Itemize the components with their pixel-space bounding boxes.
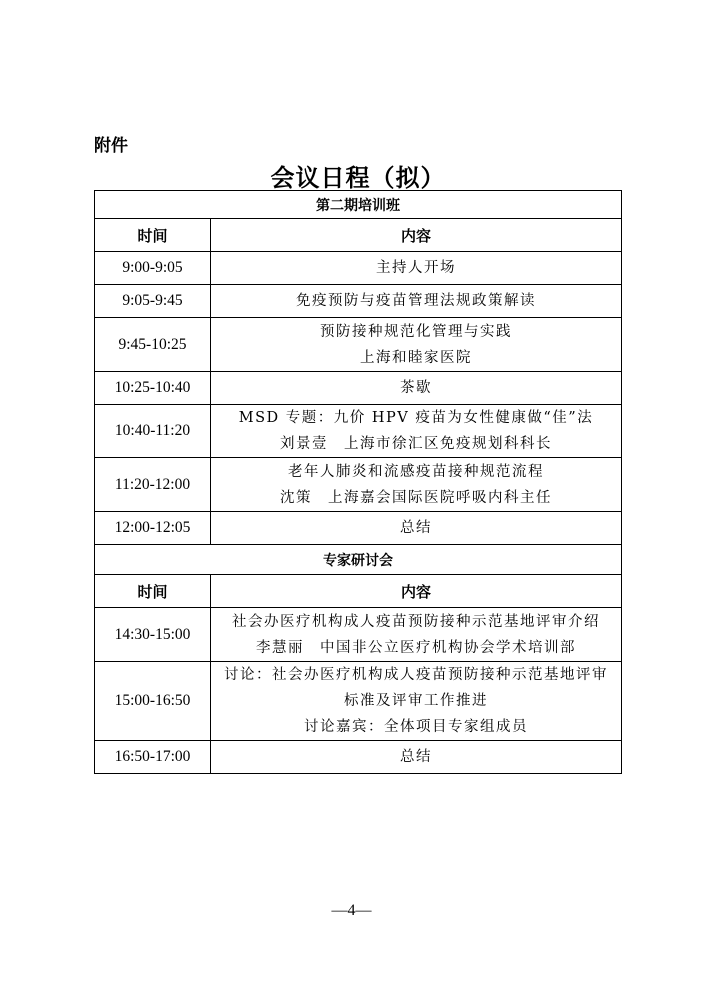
section-row (95, 191, 622, 219)
time-cell: 15:00-16:50 (95, 662, 211, 741)
content-line: MSD 专题：九价 HPV 疫苗为女性健康做“佳”法 (238, 410, 594, 426)
table-row (95, 662, 622, 741)
page-title: 会议日程（拟） (270, 164, 446, 192)
column-header-content: 内容 (211, 219, 622, 252)
content-cell (211, 512, 622, 545)
content-line: 老年人肺炎和流感疫苗接种规范流程 (288, 463, 544, 480)
time-cell: 16:50-17:00 (95, 741, 211, 774)
table-row (95, 741, 622, 774)
time-cell: 11:20-12:00 (95, 458, 211, 512)
section-title: 专家研讨会 (95, 545, 622, 575)
table-row (95, 458, 622, 512)
content-line: 李慧丽 中国非公立医疗机构协会学术培训部 (256, 639, 576, 656)
content-cell (211, 252, 622, 285)
content-line: 总结 (400, 520, 432, 536)
content-cell (211, 405, 622, 458)
section-title: 第二期培训班 (95, 191, 622, 219)
content-cell (211, 662, 622, 741)
content-line: 沈策 上海嘉会国际医院呼吸内科主任 (280, 489, 552, 506)
time-cell: 9:45-10:25 (95, 318, 211, 372)
content-cell (211, 318, 622, 372)
table-row (95, 318, 622, 372)
content-line: 免疫预防与疫苗管理法规政策解读 (296, 293, 536, 309)
time-cell: 14:30-15:00 (95, 608, 211, 662)
content-line: 总结 (400, 749, 432, 765)
attachment-label: 附件 (94, 136, 128, 156)
content-cell (211, 372, 622, 405)
content-line: 讨论嘉宾：全体项目专家组成员 (304, 719, 528, 735)
column-header-time: 时间 (95, 575, 211, 608)
table-row (95, 285, 622, 318)
content-line: 标准及评审工作推进 (344, 693, 488, 709)
column-header-time: 时间 (95, 219, 211, 252)
content-line: 主持人开场 (376, 260, 456, 276)
content-cell (211, 741, 622, 774)
time-cell: 12:00-12:05 (95, 512, 211, 545)
content-line: 刘景壹 上海市徐汇区免疫规划科科长 (280, 436, 552, 452)
column-header-row (95, 219, 622, 252)
time-cell: 10:25-10:40 (95, 372, 211, 405)
schedule-table (94, 190, 622, 774)
table-row (95, 512, 622, 545)
content-line: 茶歇 (400, 380, 432, 396)
table-row (95, 405, 622, 458)
page-number: —4— (331, 902, 372, 919)
column-header-row (95, 575, 622, 608)
table-row (95, 608, 622, 662)
content-cell (211, 608, 622, 662)
content-line: 上海和睦家医院 (360, 349, 472, 366)
column-header-content: 内容 (211, 575, 622, 608)
time-cell: 9:00-9:05 (95, 252, 211, 285)
content-line: 社会办医疗机构成人疫苗预防接种示范基地评审介绍 (232, 613, 600, 630)
table-row (95, 252, 622, 285)
content-line: 预防接种规范化管理与实践 (320, 323, 512, 340)
content-line: 讨论：社会办医疗机构成人疫苗预防接种示范基地评审 (224, 667, 608, 683)
section-row (95, 545, 622, 575)
time-cell: 10:40-11:20 (95, 405, 211, 458)
content-cell (211, 458, 622, 512)
content-cell (211, 285, 622, 318)
table-row (95, 372, 622, 405)
time-cell: 9:05-9:45 (95, 285, 211, 318)
